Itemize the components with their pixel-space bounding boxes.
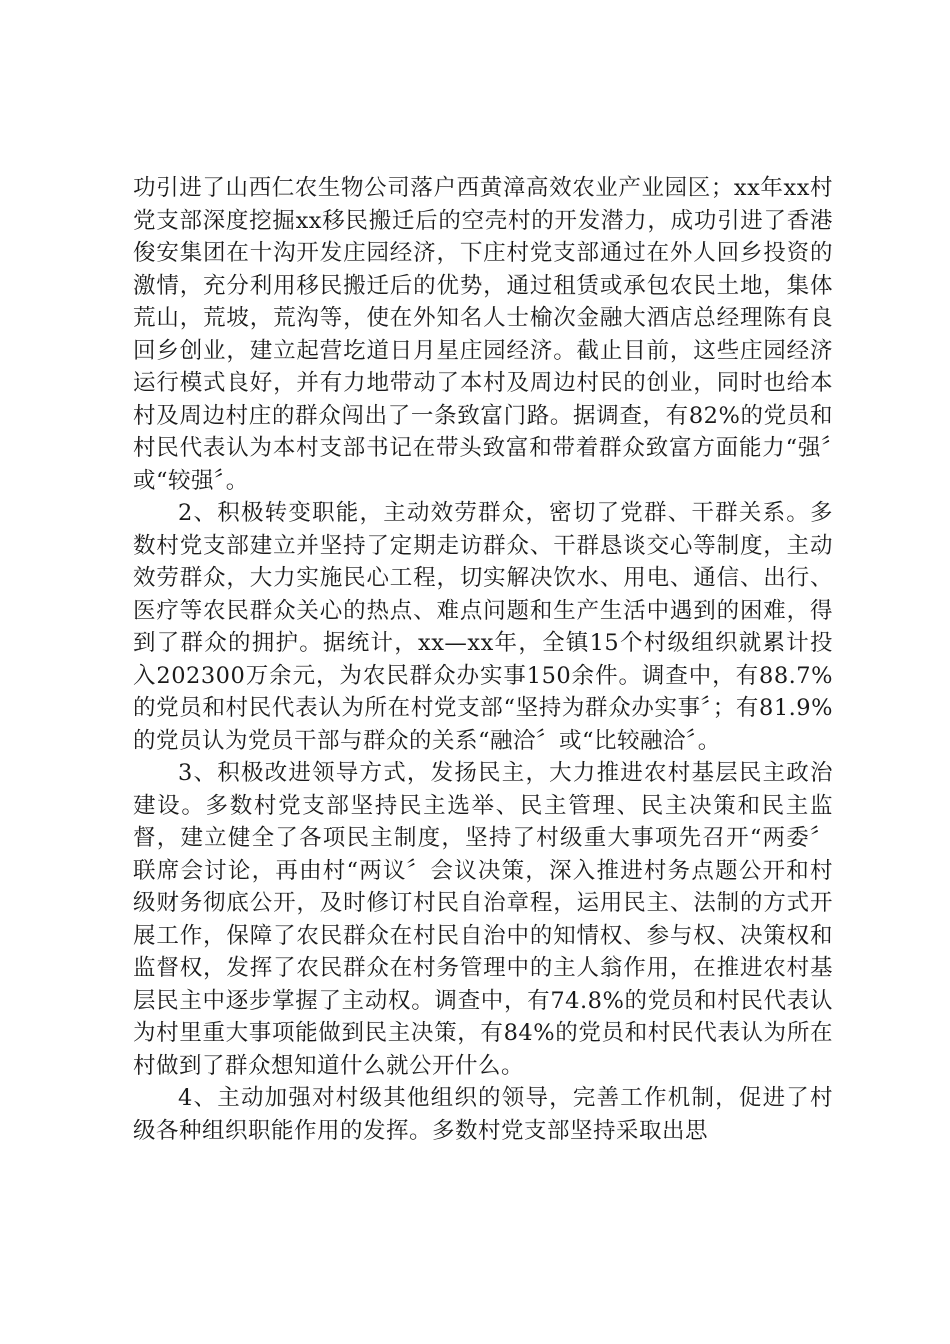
paragraph-2: 2、积极转变职能，主动效劳群众，密切了党群、干群关系。多数村党支部建立并坚持了定期走访群众、干群恳谈交心等制度，主动效劳群众，大力实施民心工程，切实解决饮水、用电、通信、出行、医疗等农民群众关心的热点、难点问题和生产生活中遇到的困难，得到了群众的拥护。据统计，xx—xx年，全镇15个村级组织就累计投入202300万余元，为农民群众办实事150余件。调查中，有88.7%的党员和村民代表认为所在村党支部“坚持为群众办实事〞；有81.9%的党员认为党员干部与群众的关系“融洽〞或“比较融洽〞。 xyxy=(133,500,833,754)
paragraph-continuation: 功引进了山西仁农生物公司落户西黄漳高效农业产业园区；xx年xx村党支部深度挖掘xx移民搬迁后的空壳村的开发潜力，成功引进了香港俊安集团在十沟开发庄园经济，下庄村党支部通过在外人回乡投资的激情，充分利用移民搬迁后的优势，通过租赁或承包农民土地，集体荒山，荒坡，荒沟等，使在外知名人士榆次金融大酒店总经理陈有良回乡创业，建立起营圪道日月星庄园经济。截止目前，这些庄园经济运行模式良好，并有力地带动了本村及周边村民的创业，同时也给本村及周边村庄的群众闯出了一条致富门路。据调查，有82%的党员和村民代表认为本村支部书记在带头致富和带着群众致富方面能力“强〞或“较强〞。 xyxy=(133,175,833,494)
paragraph-4: 4、主动加强对村级其他组织的领导，完善工作机制，促进了村级各种组织职能作用的发挥。多数村党支部坚持采取出思 xyxy=(133,1085,833,1144)
document-body xyxy=(133,172,833,1147)
paragraph-3: 3、积极改进领导方式，发扬民主，大力推进农村基层民主政治建设。多数村党支部坚持民主选举、民主管理、民主决策和民主监督，建立健全了各项民主制度，坚持了村级重大事项先召开“两委〞联席会讨论，再由村“两议〞会议决策，深入推进村务点题公开和村级财务彻底公开，及时修订村民自治章程，运用民主、法制的方式开展工作，保障了农民群众在村民自治中的知情权、参与权、决策权和监督权，发挥了农民群众在村务管理中的主人翁作用，在推进农村基层民主中逐步掌握了主动权。调查中，有74.8%的党员和村民代表认为村里重大事项能做到民主决策，有84%的党员和村民代表认为所在村做到了群众想知道什么就公开什么。 xyxy=(133,760,833,1079)
